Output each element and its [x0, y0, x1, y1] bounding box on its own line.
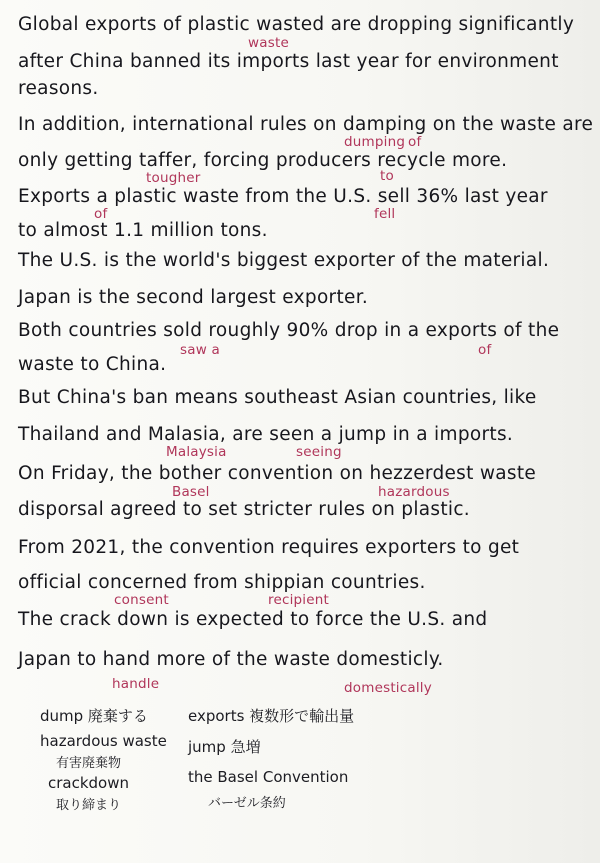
correction-note: saw a	[180, 342, 220, 358]
glossary-term: crackdown	[48, 774, 130, 792]
text-line: Both countries sold roughly 90% drop in a exports of the	[18, 320, 560, 341]
text-line: From 2021, the convention requires exporters to get	[18, 537, 520, 558]
text-line: after China banned its imports last year for environment	[18, 51, 559, 72]
text-line: In addition, international rules on damping on the waste are	[18, 114, 594, 135]
correction-note: fell	[374, 206, 396, 222]
text-line: disporsal agreed to set stricter rules on plastic.	[18, 499, 470, 520]
text-line: The U.S. is the world's biggest exporter of the material.	[18, 250, 550, 271]
text-line: But China's ban means southeast Asian countries, like	[18, 387, 537, 408]
correction-note: waste	[248, 35, 289, 51]
correction-note: recipient	[268, 592, 330, 608]
glossary-term: hazardous waste	[40, 732, 167, 750]
text-line: reasons.	[18, 78, 99, 99]
glossary-translation: 取り締まり	[56, 798, 122, 813]
text-line: Japan is the second largest exporter.	[18, 287, 369, 308]
correction-note: Malaysia	[166, 444, 227, 460]
correction-note: dumping	[344, 134, 406, 150]
text-line: waste to China.	[18, 354, 167, 375]
correction-note: handle	[112, 676, 160, 692]
glossary-translation: バーゼル条約	[208, 796, 286, 811]
correction-note: tougher	[146, 170, 201, 186]
text-line: only getting taffer, forcing producers recycle more.	[18, 150, 508, 171]
text-line: On Friday, the bother convention on hezzerdest waste	[18, 463, 537, 484]
correction-note: domestically	[344, 680, 432, 696]
correction-note: hazardous	[378, 484, 450, 500]
glossary-translation: 有害廃棄物	[56, 756, 122, 771]
text-line: official concerned from shippian countries.	[18, 572, 426, 593]
glossary-term: the Basel Convention	[188, 768, 349, 786]
text-line: The crack down is expected to force the U.S. and	[18, 609, 488, 630]
glossary-term: jump 急増	[188, 738, 261, 756]
correction-note: of	[94, 206, 108, 222]
text-line: Thailand and Malasia, are seen a jump in a imports.	[18, 424, 514, 445]
correction-note: to	[380, 168, 394, 184]
correction-note: consent	[114, 592, 169, 608]
text-line: Global exports of plastic wasted are dropping significantly	[18, 14, 575, 35]
text-line: Japan to hand more of the waste domesticly.	[18, 649, 444, 670]
glossary-term: exports 複数形で輸出量	[188, 707, 355, 725]
correction-note: of	[478, 342, 492, 358]
glossary-term: dump 廃棄する	[40, 707, 148, 725]
text-line: Exports a plastic waste from the U.S. sell 36% last year	[18, 186, 548, 207]
correction-note: seeing	[296, 444, 342, 460]
correction-note: of	[408, 134, 422, 150]
text-line: to almost 1.1 million tons.	[18, 220, 268, 241]
correction-note: Basel	[172, 484, 210, 500]
